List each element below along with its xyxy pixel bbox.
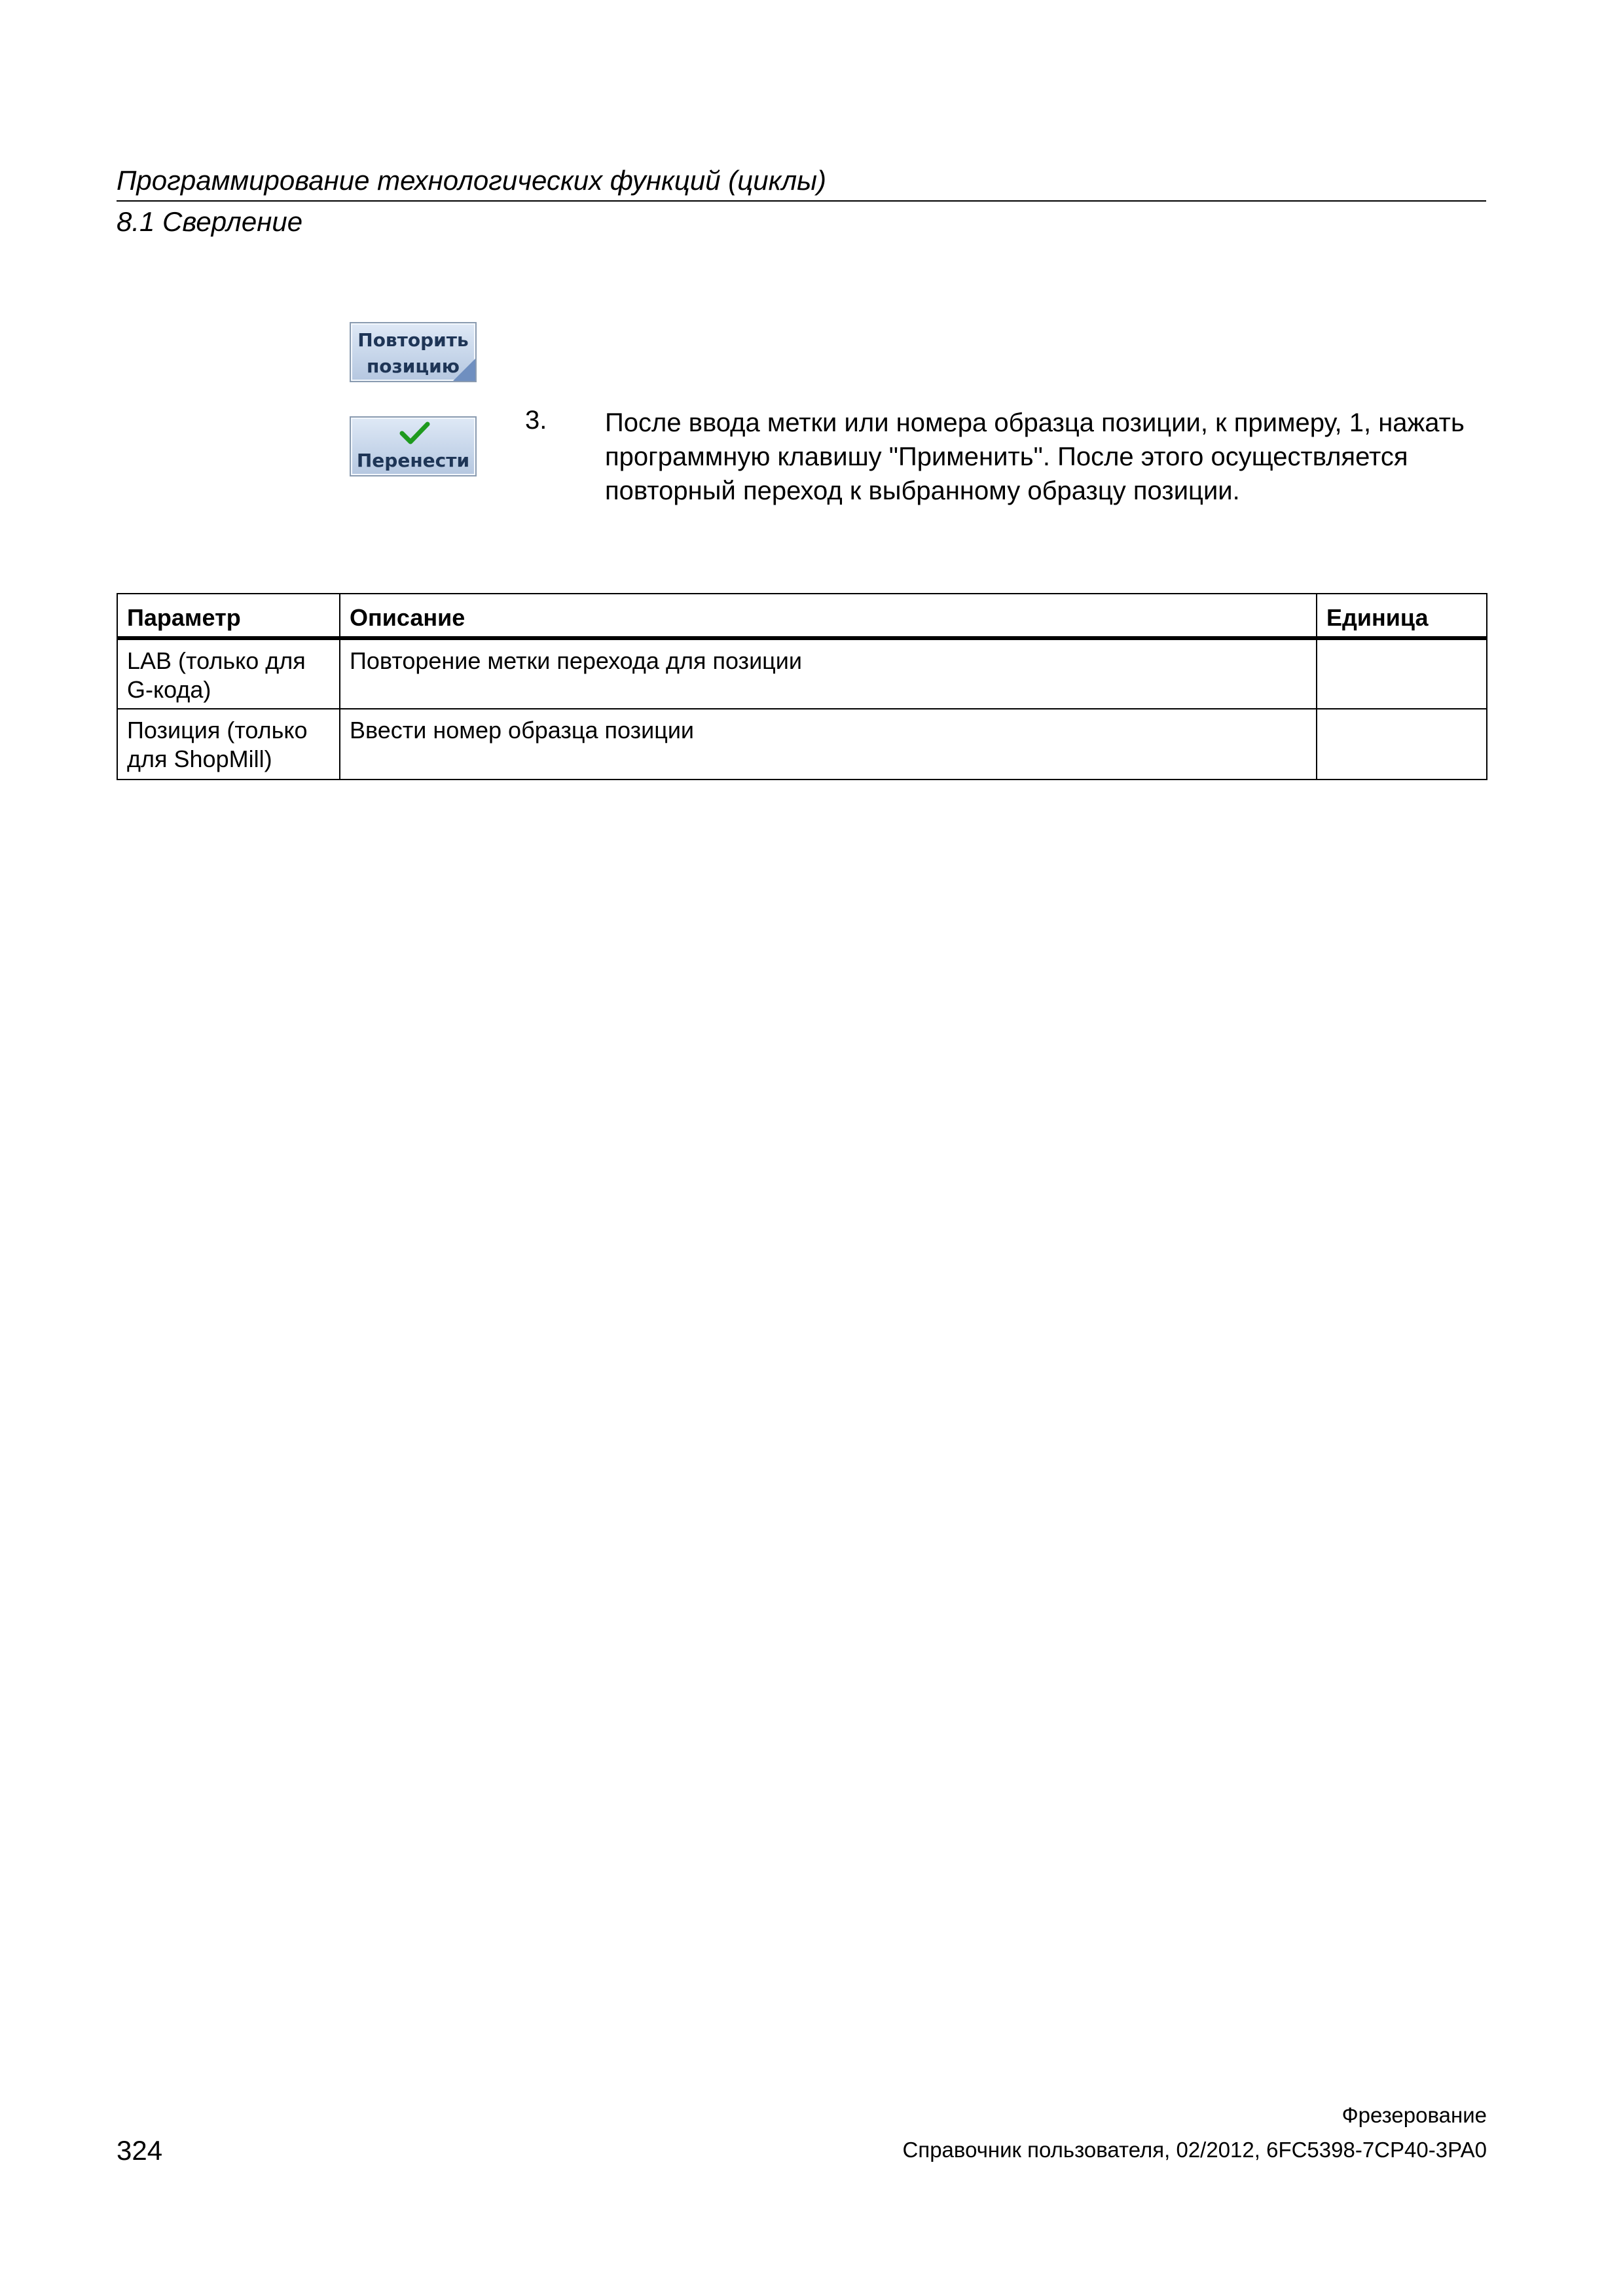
column-header-parameter: Параметр [117,594,340,638]
softkey-label-line1: Повторить [357,329,469,351]
step-text: После ввода метки или номера образца позиции, к примеру, 1, нажать программную клавишу "Применить". После этого осуществляется повторный переход к выбранному образцу позиции. [605,408,1465,505]
table-row [117,638,1487,709]
column-header-unit: Единица [1317,594,1487,638]
footer-doc-info: Справочник пользователя, 02/2012, 6FC5398-7CP40-3PA0 [902,2138,1487,2162]
cell-unit [1317,709,1487,780]
repeat-position-softkey [350,322,477,382]
footer-book-title: Фрезерование [1341,2103,1487,2127]
corner-triangle-icon [453,359,475,381]
cell-parameter: LAB (только для G-кода) [117,638,340,709]
checkmark-icon [398,420,431,446]
softkey-label-line2: позицию [366,355,460,377]
cell-description: Ввести номер образца позиции [340,709,1317,780]
parameter-table [117,593,1487,780]
header-divider [117,200,1486,202]
cell-unit [1317,638,1487,709]
cell-parameter: Позиция (только для ShopMill) [117,709,340,780]
accept-softkey [350,416,477,476]
step-number: 3. [525,406,547,435]
cell-description: Повторение метки перехода для позиции [340,638,1317,709]
table-header-row [117,594,1487,638]
softkey-label: Перенести [356,450,470,471]
page-number: 324 [117,2135,163,2166]
table-row [117,709,1487,780]
column-header-description: Описание [340,594,1317,638]
section-title: 8.1 Сверление [117,206,303,237]
chapter-title: Программирование технологических функций (циклы) [117,165,827,196]
